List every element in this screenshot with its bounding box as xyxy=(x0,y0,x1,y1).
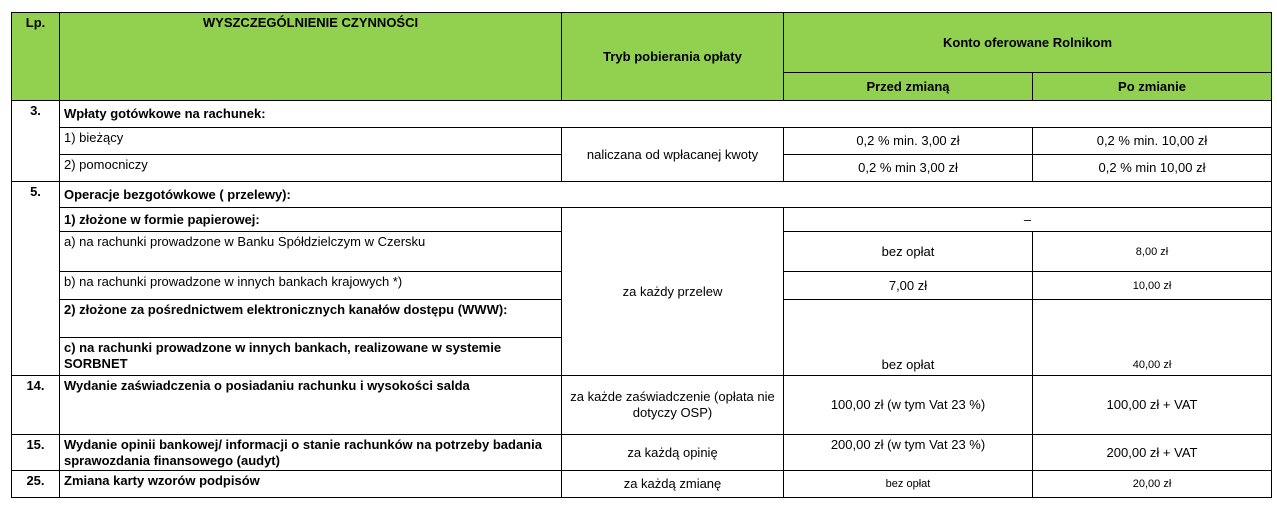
row-5-lp: 5. xyxy=(12,182,60,376)
row-15-after: 200,00 zł + VAT xyxy=(1033,435,1272,471)
row-5-c: c) na rachunki prowadzone w innych bankach, realizowane w systemie SORBNET xyxy=(60,338,562,376)
row-5-a-after: 8,00 zł xyxy=(1033,232,1272,272)
row-25-before: bez opłat xyxy=(784,471,1033,498)
row-3-lp: 3. xyxy=(12,101,60,182)
row-3-sub1-after: 0,2 % min. 10,00 zł xyxy=(1033,128,1272,155)
row-3-sub1-before: 0,2 % min. 3,00 zł xyxy=(784,128,1033,155)
row-5-a: a) na rachunki prowadzone w Banku Spółdzielczym w Czersku xyxy=(60,232,562,272)
header-before: Przed zmianą xyxy=(784,73,1033,101)
row-5-mode: za każdy przelew xyxy=(562,208,784,376)
fee-table xyxy=(11,12,1272,498)
header-account: Konto oferowane Rolnikom xyxy=(784,13,1272,73)
row-25-title: Zmiana karty wzorów podpisów xyxy=(60,471,562,498)
row-5-electronic: 2) złożone za pośrednictwem elektronicznych kanałów dostępu (WWW): xyxy=(60,300,562,338)
row-15-before: 200,00 zł (w tym Vat 23 %) xyxy=(784,435,1033,471)
row-25-after: 20,00 zł xyxy=(1033,471,1272,498)
row-3-sub2-after: 0,2 % min 10,00 zł xyxy=(1033,155,1272,182)
row-25-lp: 25. xyxy=(12,471,60,498)
header-lp: Lp. xyxy=(12,13,60,101)
row-3-sub2-before: 0,2 % min 3,00 zł xyxy=(784,155,1033,182)
header-after: Po zmianie xyxy=(1033,73,1272,101)
row-3-sub1: 1) bieżący xyxy=(60,128,562,155)
row-14-before: 100,00 zł (w tym Vat 23 %) xyxy=(784,376,1033,435)
row-5-b-after: 10,00 zł xyxy=(1033,272,1272,300)
row-15-lp: 15. xyxy=(12,435,60,471)
row-25-mode: za każdą zmianę xyxy=(562,471,784,498)
header-activity: WYSZCZEGÓLNIENIE CZYNNOŚCI xyxy=(60,13,562,101)
row-5-paper-value: – xyxy=(784,208,1272,232)
row-5-paper: 1) złożone w formie papierowej: xyxy=(60,208,562,232)
row-15-mode: za każdą opinię xyxy=(562,435,784,471)
row-3-sub2: 2) pomocniczy xyxy=(60,155,562,182)
row-14-lp: 14. xyxy=(12,376,60,435)
row-3-mode: naliczana od wpłacanej kwoty xyxy=(562,128,784,182)
row-15-title: Wydanie opinii bankowej/ informacji o stanie rachunków na potrzeby badania sprawozdania finansowego (audyt) xyxy=(60,435,562,471)
row-5-title: Operacje bezgotówkowe ( przelewy): xyxy=(60,182,1272,208)
row-14-title: Wydanie zaświadczenia o posiadaniu rachunku i wysokości salda xyxy=(60,376,562,435)
row-5-c-before: bez opłat xyxy=(784,300,1033,376)
row-5-b-before: 7,00 zł xyxy=(784,272,1033,300)
header-mode: Tryb pobierania opłaty xyxy=(562,13,784,101)
row-5-c-after: 40,00 zł xyxy=(1033,300,1272,376)
row-14-after: 100,00 zł + VAT xyxy=(1033,376,1272,435)
row-5-b: b) na rachunki prowadzone w innych bankach krajowych *) xyxy=(60,272,562,300)
row-5-a-before: bez opłat xyxy=(784,232,1033,272)
row-14-mode: za każde zaświadczenie (opłata nie dotyczy OSP) xyxy=(562,376,784,435)
row-3-title: Wpłaty gotówkowe na rachunek: xyxy=(60,101,1272,128)
